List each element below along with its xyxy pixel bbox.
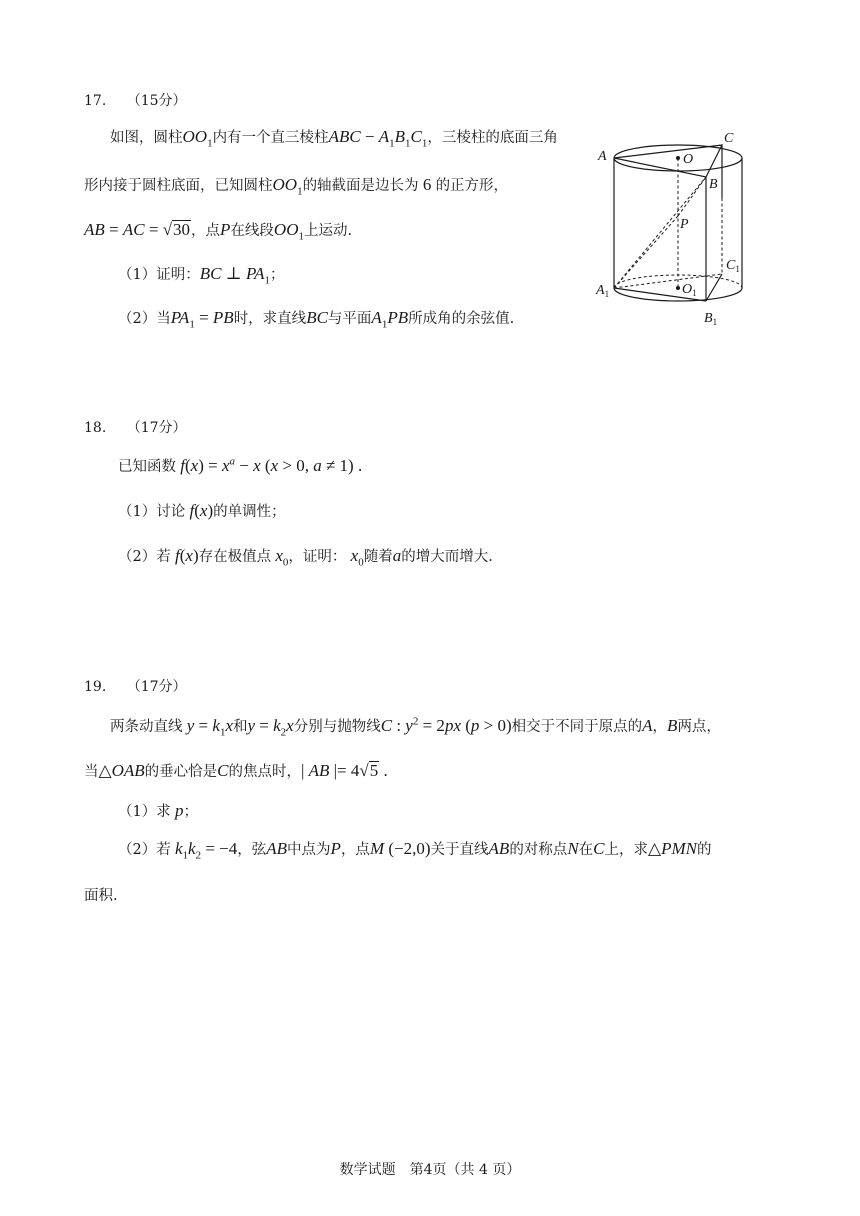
label-p: P xyxy=(680,217,689,232)
q18-number: 18. xyxy=(84,420,107,436)
label-o: O xyxy=(683,152,694,167)
q18-header xyxy=(84,417,187,437)
q17-line2: 形内接于圆柱底面，已知圆柱$OO_1$的轴截面是边长为 6 的正方形， xyxy=(84,175,509,198)
q19-part2: （2）若 $k_1k_2 = -4$，弦AB中点为P，点M (−2,0)关于直线AB的对称点N在C上，求△PMN的 xyxy=(118,839,712,862)
q19-score: （17分） xyxy=(126,679,187,695)
point-o xyxy=(676,156,680,160)
q18-part2: （2）若 f(x)存在极值点 $x_0$，证明： $x_0$随着a的增大而增大. xyxy=(118,546,493,569)
q19-header xyxy=(84,676,187,696)
label-b1: $B_1$ xyxy=(704,311,718,327)
page-footer: 数学试题 第4页（共 4 页） xyxy=(339,1162,521,1178)
label-o1: $O_1$ xyxy=(682,282,697,298)
label-a: A xyxy=(598,149,607,164)
q19-number: 19. xyxy=(84,679,107,695)
q19-line2: 当△OAB的垂心恰是C的焦点时，| AB |= 4√5 . xyxy=(84,761,388,780)
q18-part1: （1）讨论 f(x)的单调性； xyxy=(118,501,286,520)
q17-number: 17. xyxy=(84,93,107,109)
label-b: B xyxy=(709,177,718,192)
label-c1: $C_1$ xyxy=(726,258,740,274)
q17-score: （15分） xyxy=(126,93,187,109)
q19-line1: 两条动直线 $y = k_1x$和$y = k_2x$分别与抛物线C : $y^2 = 2px$ (p > 0)相交于不同于原点的A，B两点， xyxy=(110,715,721,739)
q18-intro: 已知函数 $f(x) = x^a - x$ (x > 0, a ≠ 1) . xyxy=(118,455,363,475)
q19-part1: （1）求 p； xyxy=(118,801,198,820)
q18-score: （17分） xyxy=(126,420,187,436)
q17-part2: （2）当$PA_1$ = PB时，求直线BC与平面$A_1PB$所成角的余弦值. xyxy=(118,308,515,331)
point-o1 xyxy=(676,286,680,290)
segment-a1b xyxy=(614,177,706,288)
segment-pb xyxy=(678,177,706,216)
q17-line1: 如图，圆柱$OO_1$内有一个直三棱柱ABC − $A_1B_1C_1$，三棱柱的底面三角 xyxy=(110,127,558,150)
q17-line3: AB = AC = √30，点P在线段$OO_1$上运动. xyxy=(84,220,353,243)
label-c: C xyxy=(724,131,734,146)
q17-part1: （1）证明：BC ⊥ $PA_1$； xyxy=(118,264,285,287)
q19-part2-continued: 面积. xyxy=(84,888,118,904)
cylinder-figure xyxy=(592,126,752,332)
label-a1: $A_1$ xyxy=(596,283,610,299)
edge-b1c1 xyxy=(706,274,722,301)
q17-header xyxy=(84,90,187,110)
